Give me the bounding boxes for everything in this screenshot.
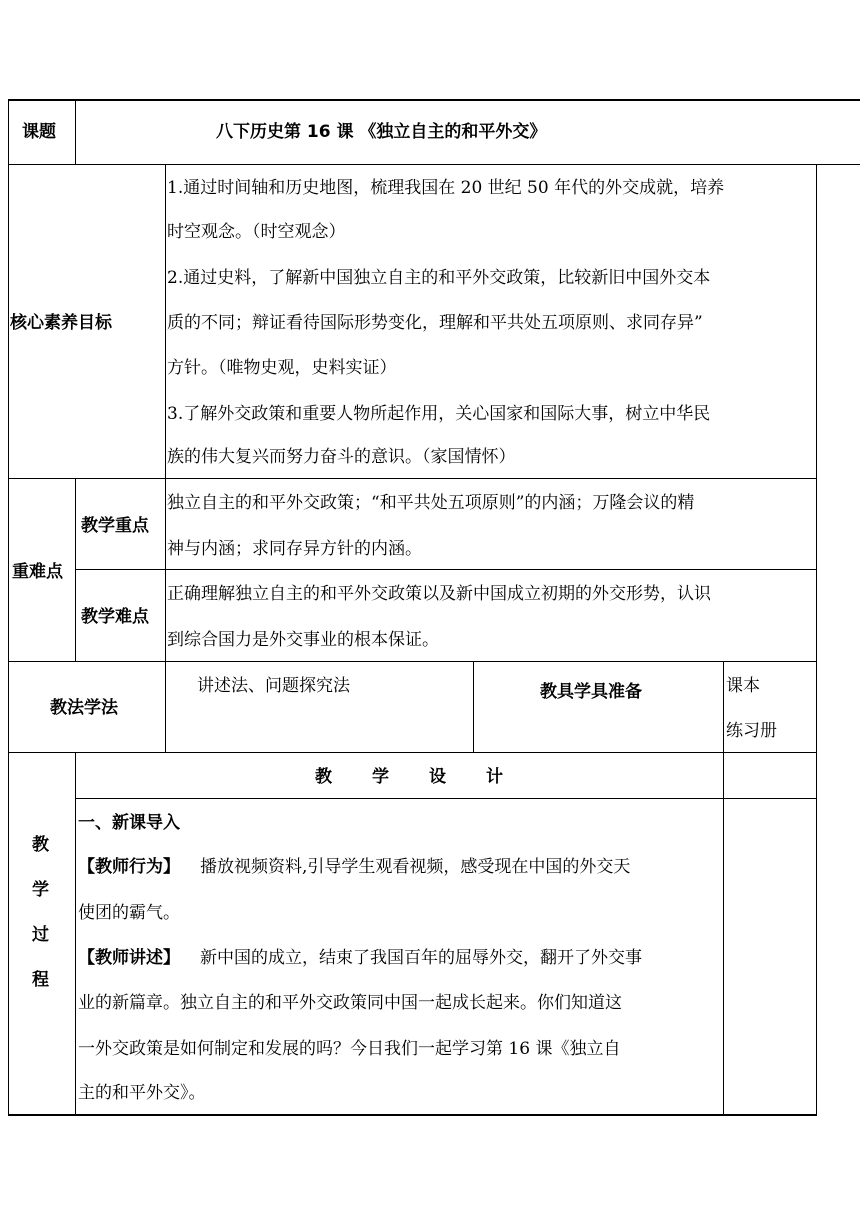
core-goal-line: 3.了解外交政策和重要人物所起作用，关心国家和国际大事，树立中华民 <box>167 404 711 424</box>
col-divider <box>75 478 76 662</box>
core-goals-label: 核心素养目标 <box>10 313 112 333</box>
table-top-border <box>8 99 860 101</box>
design-title: 教学设计 <box>315 767 543 787</box>
core-goal-line: 质的不同；辩证看待国际形势变化，理解和平共处五项原则、求同存异” <box>167 313 703 333</box>
col-divider <box>165 164 166 753</box>
row-divider <box>8 752 816 753</box>
tools-label: 教具学具准备 <box>540 682 642 702</box>
teacher-talk-line: 一外交政策是如何制定和发展的吗？今日我们一起学习第 16 课《独立自 <box>78 1039 621 1059</box>
process-label-char: 过 <box>32 925 49 945</box>
lesson-label: 课题 <box>22 122 56 142</box>
table-left-border <box>8 99 9 1116</box>
teacher-talk-line: 新中国的成立，结束了我国百年的屈辱外交，翻开了外交事 <box>200 948 642 968</box>
focus-line: 神与内涵；求同存异方针的内涵。 <box>167 539 422 559</box>
methods-label: 教法学法 <box>50 698 118 718</box>
col-divider <box>75 752 76 1116</box>
row-divider <box>8 164 860 165</box>
difficulty-line: 正确理解独立自主的和平外交政策以及新中国成立初期的外交形势，认识 <box>167 584 711 604</box>
core-goal-line: 时空观念。（时空观念） <box>167 222 346 242</box>
core-goal-line: 1.通过时间轴和历史地图，梳理我国在 20 世纪 50 年代的外交成就，培养 <box>167 178 725 198</box>
key-points-label: 重难点 <box>12 562 63 582</box>
lesson-title: 八下历史第 16 课 《独立自主的和平外交》 <box>216 122 547 142</box>
tools-item: 练习册 <box>726 721 777 741</box>
focus-line: 独立自主的和平外交政策；“和平共处五项原则”的内涵；万隆会议的精 <box>167 493 695 513</box>
teacher-talk-tag: 【教师讲述】 <box>78 948 180 968</box>
table-right-border <box>816 164 817 1116</box>
process-label-char: 学 <box>32 880 49 900</box>
teacher-action-line: 使团的霸气。 <box>78 903 180 923</box>
core-goal-line: 2.通过史料，了解新中国独立自主的和平外交政策，比较新旧中国外交本 <box>167 268 711 288</box>
difficulty-line: 到综合国力是外交事业的根本保证。 <box>167 630 439 650</box>
teacher-action-line: 播放视频资料,引导学生观看视频，感受现在中国的外交天 <box>200 857 631 877</box>
core-goal-line: 方针。（唯物史观，史料实证） <box>167 358 397 378</box>
teacher-talk-line: 业的新篇章。独立自主的和平外交政策同中国一起成长起来。你们知道这 <box>78 993 622 1013</box>
tools-item: 课本 <box>726 676 760 696</box>
process-label-char: 教 <box>32 835 49 855</box>
table-bottom-border <box>8 1114 816 1116</box>
difficulty-label: 教学难点 <box>81 607 149 627</box>
teacher-action-tag: 【教师行为】 <box>78 857 180 877</box>
row-divider <box>8 478 816 479</box>
core-goal-line: 族的伟大复兴而努力奋斗的意识。（家国情怀） <box>167 447 516 467</box>
process-label-char: 程 <box>32 970 49 990</box>
section-title: 一、新课导入 <box>78 813 180 833</box>
col-divider <box>723 661 724 1116</box>
row-divider <box>75 569 816 570</box>
row-divider <box>8 661 816 662</box>
col-divider <box>473 661 474 753</box>
focus-label: 教学重点 <box>81 516 149 536</box>
col-divider <box>75 99 76 165</box>
methods-value: 讲述法、问题探究法 <box>197 676 350 696</box>
row-divider <box>75 798 816 799</box>
teacher-talk-line: 主的和平外交》。 <box>78 1083 206 1103</box>
